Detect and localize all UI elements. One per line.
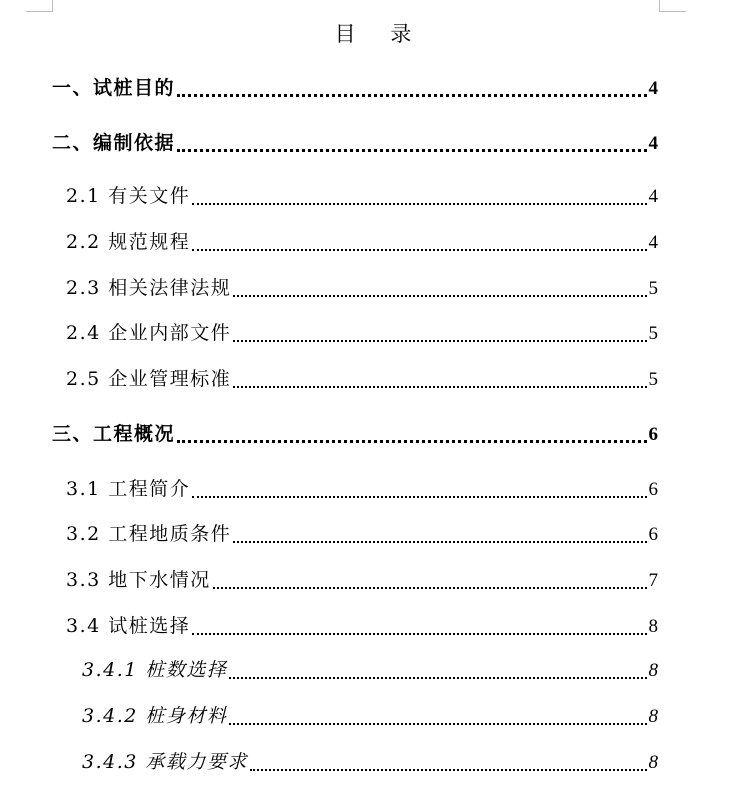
toc-entry-label: 2.4 企业内部文件 bbox=[66, 322, 232, 344]
toc-entry-label: 3.4.3 承载力要求 bbox=[82, 751, 248, 773]
toc-entry[interactable] bbox=[66, 183, 658, 210]
toc-entry-page: 6 bbox=[648, 479, 658, 500]
toc-entry-label: 3.3 地下水情况 bbox=[66, 569, 211, 591]
dot-leader bbox=[229, 676, 646, 679]
toc-entry-page: 4 bbox=[648, 133, 658, 154]
toc-entry-label: 一、试桩目的 bbox=[52, 77, 176, 99]
toc-entry-page: 5 bbox=[648, 369, 658, 390]
toc-entry[interactable] bbox=[52, 75, 658, 102]
dot-leader bbox=[233, 385, 646, 388]
toc-entry-label: 2.1 有关文件 bbox=[66, 185, 191, 207]
dot-leader bbox=[213, 586, 647, 589]
toc-entry-page: 7 bbox=[648, 570, 658, 591]
dot-leader bbox=[177, 148, 646, 152]
toc-entry-label: 2.5 企业管理标准 bbox=[66, 368, 232, 390]
toc-entry-label: 二、编制依据 bbox=[52, 132, 176, 154]
toc-entry-label: 3.2 工程地质条件 bbox=[66, 523, 232, 545]
dot-leader bbox=[233, 294, 646, 297]
dot-leader bbox=[192, 632, 646, 635]
toc-entry-label: 3.4.2 桩身材料 bbox=[82, 705, 228, 727]
toc-entry-page: 6 bbox=[648, 424, 658, 445]
toc-entry[interactable] bbox=[82, 703, 658, 730]
toc-entry[interactable] bbox=[82, 749, 658, 776]
toc-entry-label: 3.1 工程简介 bbox=[66, 478, 191, 500]
toc-entry-page: 8 bbox=[648, 660, 658, 681]
toc-title: 目 录 bbox=[334, 22, 426, 46]
toc-entry-label: 2.2 规范规程 bbox=[66, 231, 191, 253]
toc-entry-label: 3.4 试桩选择 bbox=[66, 615, 191, 637]
dot-leader bbox=[233, 339, 646, 342]
dot-leader bbox=[177, 439, 646, 443]
toc-entry-page: 5 bbox=[648, 278, 658, 299]
toc-entry-label: 2.3 相关法律法规 bbox=[66, 277, 232, 299]
toc-entry[interactable] bbox=[52, 421, 658, 448]
toc-entry-label: 3.4.1 桩数选择 bbox=[82, 659, 228, 681]
toc-entry[interactable] bbox=[66, 476, 658, 503]
toc-entry[interactable] bbox=[66, 366, 658, 393]
dot-leader bbox=[177, 93, 646, 97]
toc-entry[interactable] bbox=[66, 567, 658, 594]
dot-leader bbox=[250, 768, 647, 771]
toc-entry-page: 8 bbox=[648, 752, 658, 773]
toc-entry-page: 6 bbox=[648, 524, 658, 545]
toc-entry[interactable] bbox=[52, 130, 658, 157]
toc-entry-page: 8 bbox=[648, 706, 658, 727]
page-corner-mark-right bbox=[659, 0, 686, 12]
toc-entry-label: 三、工程概况 bbox=[52, 423, 176, 445]
dot-leader bbox=[192, 495, 646, 498]
toc-entry[interactable] bbox=[66, 320, 658, 347]
toc-entry-page: 5 bbox=[648, 323, 658, 344]
toc-entry-page: 4 bbox=[648, 232, 658, 253]
dot-leader bbox=[192, 248, 646, 251]
toc-entry[interactable] bbox=[66, 229, 658, 256]
toc-entry[interactable] bbox=[82, 657, 658, 684]
toc-entry-page: 4 bbox=[648, 186, 658, 207]
dot-leader bbox=[192, 202, 646, 205]
toc-entry[interactable] bbox=[66, 521, 658, 548]
page-corner-mark-left bbox=[26, 0, 53, 12]
toc-entry[interactable] bbox=[66, 613, 658, 640]
dot-leader bbox=[229, 722, 646, 725]
toc-entry[interactable] bbox=[66, 275, 658, 302]
dot-leader bbox=[233, 540, 646, 543]
toc-entry-page: 4 bbox=[648, 78, 658, 99]
toc-entry-page: 8 bbox=[648, 616, 658, 637]
